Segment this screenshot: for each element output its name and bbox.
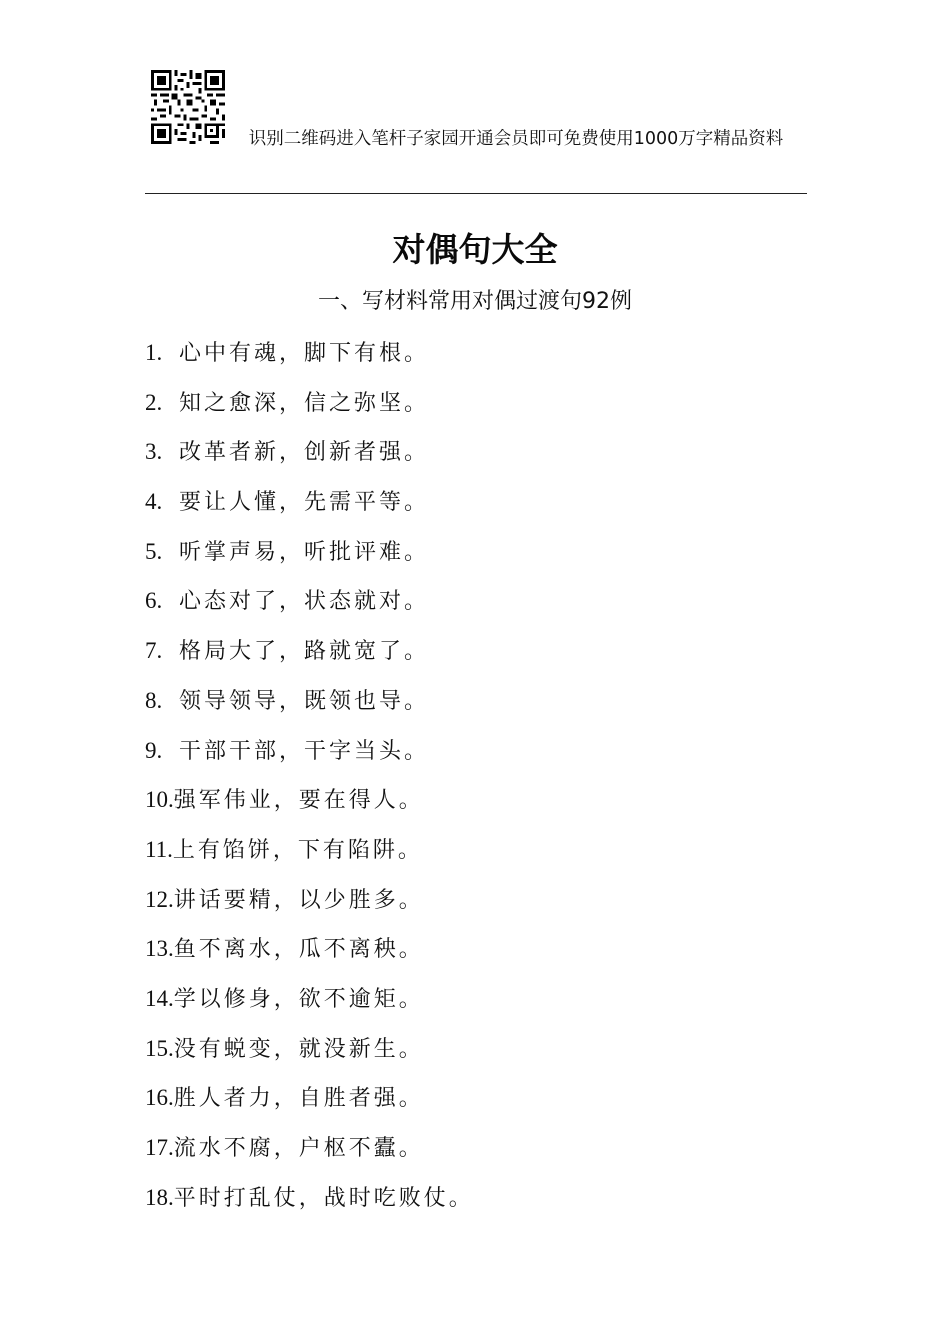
- list-item-number: 18.: [145, 1184, 174, 1210]
- list-item-text: 鱼不离水，瓜不离秧。: [173, 937, 424, 963]
- list-item-text: 要让人懂，先需平等。: [179, 490, 430, 516]
- list-item-text: 知之愈深，信之弥坚。: [179, 390, 430, 416]
- list-item-text: 上有馅饼，下有陷阱。: [172, 837, 423, 863]
- list-item-number: 15.: [145, 1035, 174, 1061]
- list-item-number: 2.: [145, 389, 163, 415]
- list-item-text: 没有蜕变，就没新生。: [173, 1036, 424, 1062]
- list-item-number: 13.: [145, 936, 174, 962]
- list-item-number: 1.: [145, 340, 163, 365]
- list-item-text: 听掌声易，听批评难。: [179, 539, 430, 565]
- list-item: [145, 1129, 807, 1179]
- list-item-number: 7.: [145, 638, 163, 664]
- list-item-text: 心态对了，状态就对。: [179, 589, 430, 615]
- list-item-number: 10.: [145, 787, 174, 813]
- list-item: [145, 384, 807, 434]
- list-item-text: 平时打乱仗，战时吃败仗。: [173, 1185, 474, 1211]
- couplet-list: [145, 334, 807, 1228]
- list-item: [145, 1179, 807, 1229]
- list-item-text: 讲话要精，以少胜多。: [173, 887, 424, 913]
- list-item-text: 流水不腐，户枢不蠹。: [173, 1136, 424, 1161]
- header-notice-text: 识别二维码进入笔杆子家园开通会员即可免费使用1000万字精品资料: [248, 129, 784, 149]
- list-item-number: 8.: [145, 687, 163, 713]
- list-item: [145, 632, 807, 682]
- list-item: [145, 334, 807, 384]
- list-item-number: 11.: [145, 836, 173, 862]
- list-item: [145, 483, 807, 533]
- list-item-number: 5.: [145, 538, 163, 564]
- list-item: [145, 433, 807, 483]
- list-item-number: 14.: [145, 985, 174, 1011]
- list-item-text: 强军伟业，要在得人。: [173, 788, 424, 814]
- list-item-number: 9.: [145, 737, 163, 763]
- page-header: [145, 68, 807, 194]
- list-item-text: 格局大了，路就宽了。: [179, 639, 430, 665]
- list-item-number: 17.: [145, 1135, 174, 1160]
- list-item: [145, 781, 807, 831]
- list-item: [145, 881, 807, 931]
- list-item-text: 干部干部，干字当头。: [179, 738, 430, 764]
- list-item: [145, 582, 807, 632]
- list-item: [145, 533, 807, 583]
- list-item-text: 心中有魂，脚下有根。: [179, 341, 430, 366]
- list-item: [145, 930, 807, 980]
- list-item-number: 3.: [145, 439, 163, 465]
- list-item-number: 12.: [145, 886, 174, 912]
- list-item-text: 学以修身，欲不逾矩。: [173, 986, 424, 1012]
- list-item: [145, 831, 807, 881]
- list-item-number: 16.: [145, 1085, 174, 1111]
- list-item: [145, 1030, 807, 1080]
- list-item-text: 领导领导，既领也导。: [179, 688, 430, 714]
- header-notice: [145, 127, 807, 152]
- list-item-number: 6.: [145, 588, 163, 614]
- list-item-number: 4.: [145, 489, 163, 515]
- document-title: 对偶句大全: [392, 230, 558, 269]
- header-divider: [145, 193, 807, 194]
- list-item-text: 胜人者力，自胜者强。: [173, 1086, 424, 1112]
- list-item: [145, 682, 807, 732]
- list-item: [145, 980, 807, 1030]
- section-heading: 一、写材料常用对偶过渡句92例: [318, 289, 632, 314]
- list-item: [145, 1079, 807, 1129]
- list-item-text: 改革者新，创新者强。: [179, 440, 430, 466]
- list-item: [145, 732, 807, 782]
